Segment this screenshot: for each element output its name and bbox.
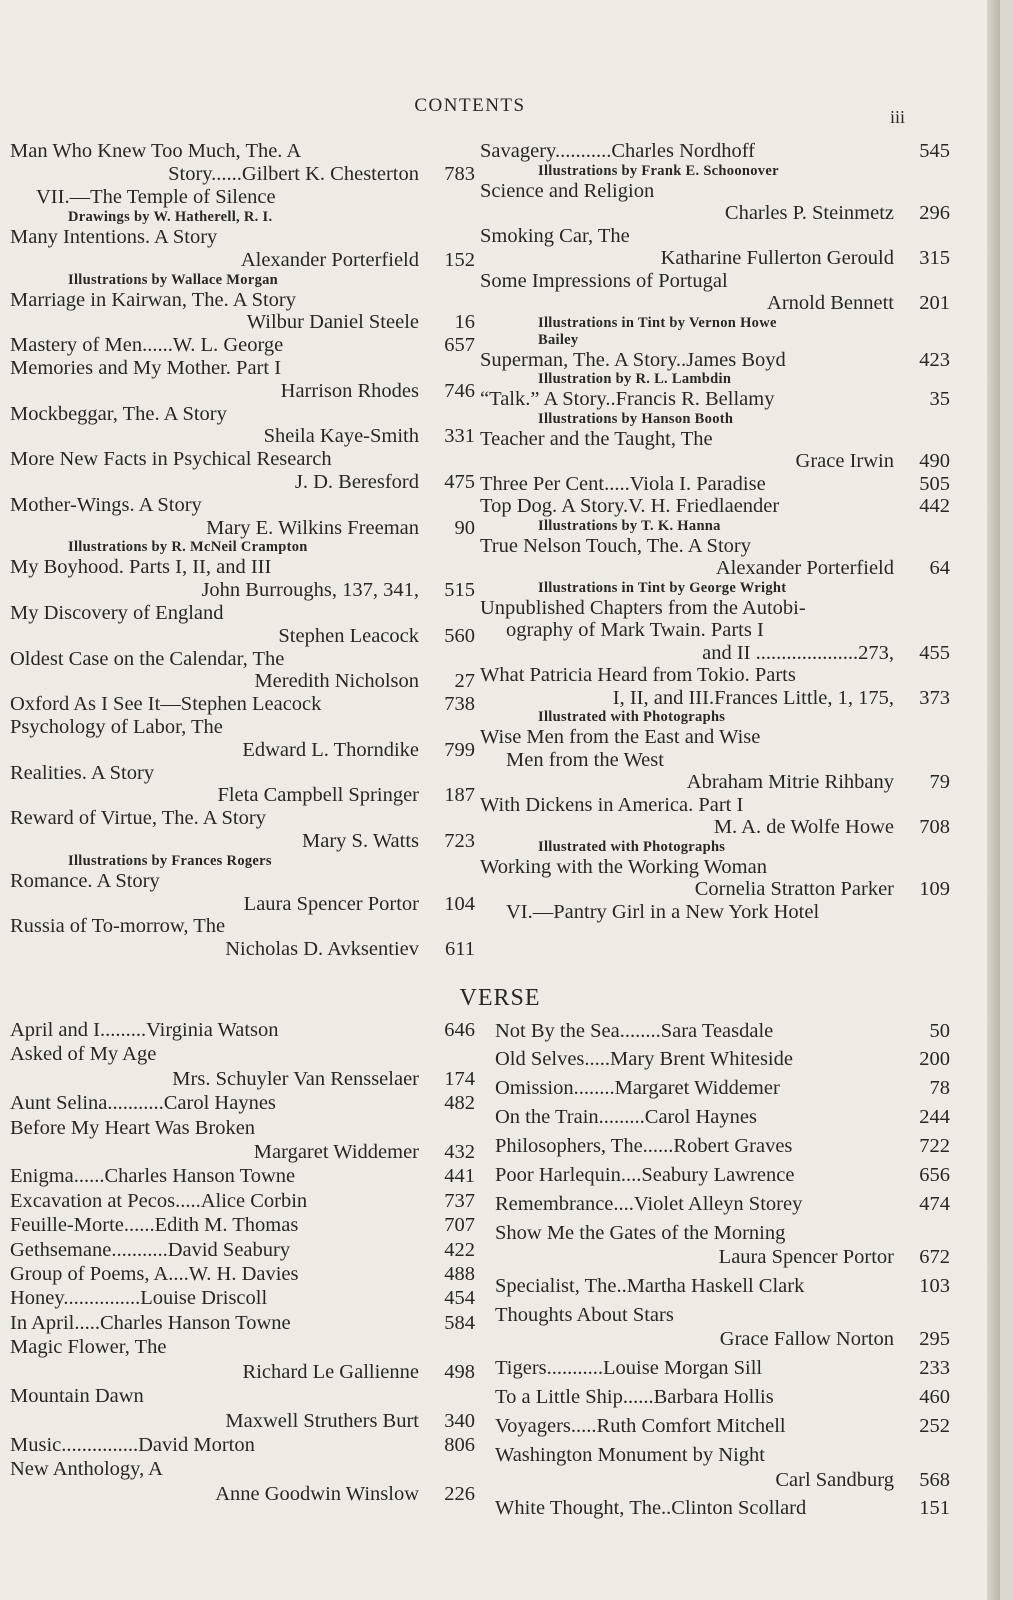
toc-entry	[10, 1311, 475, 1335]
entry-title: In April.....Charles Hanson Towne	[10, 1311, 291, 1334]
illustration-credit: Illustrations by Hanson Booth	[538, 410, 734, 427]
entry-page-number: 252	[919, 1415, 950, 1438]
illustration-credit: Illustrated with Photographs	[538, 838, 726, 855]
entry-page-number: 455	[919, 641, 950, 664]
toc-entry	[480, 428, 950, 473]
entry-line: Story......Gilbert K. Chesterton	[168, 162, 419, 185]
toc-entry	[10, 648, 475, 694]
toc-entry	[480, 664, 950, 709]
entry-title: White Thought, The..Clinton Scollard	[495, 1497, 807, 1520]
entry-page-number: 35	[929, 388, 950, 410]
entry-title: Mastery of Men......W. L. George	[10, 334, 284, 357]
entry-title: To a Little Ship......Barbara Hollis	[495, 1386, 774, 1409]
entry-line: Carl Sandburg	[775, 1468, 894, 1491]
entry-line: Mary E. Wilkins Freeman	[206, 516, 419, 539]
entry-line: Anne Goodwin Winslow	[215, 1482, 419, 1505]
entry-line: Abraham Mitrie Rihbany	[686, 771, 894, 793]
toc-entry	[480, 726, 950, 794]
toc-entry	[10, 1238, 475, 1262]
entry-title: Russia of To-morrow, The	[10, 915, 226, 938]
toc-entry	[10, 1384, 475, 1433]
illustration-credit: Illustration by R. L. Lambdin	[538, 371, 732, 387]
illustration-credit: Illustrated with Photographs	[538, 709, 726, 725]
entry-title: Feuille-Morte......Edith M. Thomas	[10, 1214, 299, 1237]
entry-page-number: 657	[444, 334, 475, 357]
entry-title: Gethsemane...........David Seabury	[10, 1238, 291, 1261]
entry-title: Reward of Virtue, The. A Story	[10, 807, 266, 830]
entry-page-number: 646	[444, 1019, 475, 1041]
entry-line: Stephen Leacock	[278, 624, 419, 647]
entry-line: M. A. de Wolfe Howe	[713, 816, 894, 838]
toc-entry	[495, 1019, 950, 1043]
entry-page-number: 442	[919, 495, 950, 517]
toc-entry	[480, 856, 950, 901]
toc-entry	[10, 1189, 475, 1213]
toc-entry	[10, 1018, 475, 1042]
entry-subtitle: VI.—Pantry Girl in a New York Hotel	[506, 900, 820, 923]
toc-entry	[10, 1164, 475, 1188]
entry-page-number: 244	[919, 1106, 950, 1129]
entry-line: Margaret Widdemer	[253, 1141, 419, 1164]
entry-title: Marriage in Kairwan, The. A Story	[10, 288, 296, 311]
entry-page-number: 78	[929, 1077, 950, 1100]
toc-entry	[480, 140, 950, 163]
entry-title: Many Intentions. A Story	[10, 226, 218, 249]
toc-entry	[10, 915, 475, 961]
entry-page-number: 482	[444, 1092, 475, 1115]
toc-entry	[10, 448, 475, 494]
toc-entry	[10, 556, 475, 602]
entry-line: Arnold Bennett	[767, 292, 894, 314]
toc-entry	[495, 1105, 950, 1129]
entry-line: Alexander Porterfield	[715, 557, 894, 579]
entry-title: Mockbeggar, The. A Story	[10, 402, 227, 425]
entry-title: Specialist, The..Martha Haskell Clark	[495, 1275, 805, 1298]
entry-line: Cornelia Stratton Parker	[694, 878, 894, 900]
entry-title: Psychology of Labor, The	[10, 716, 223, 739]
entry-title: Music...............David Morton	[10, 1433, 255, 1456]
entry-page-number: 545	[919, 140, 950, 162]
entry-page-number: 475	[444, 471, 475, 494]
entry-title: Unpublished Chapters from the Autobi-	[480, 596, 806, 619]
entry-title: Working with the Working Woman	[480, 855, 767, 878]
entry-title: Show Me the Gates of the Morning	[495, 1221, 786, 1244]
toc-entry	[10, 870, 475, 916]
toc-entry	[10, 602, 475, 648]
illustration-credit: Illustrations in Tint by Vernon Howe	[538, 314, 777, 331]
toc-entry	[480, 535, 950, 580]
toc-entry	[10, 357, 475, 403]
entry-title: Romance. A Story	[10, 869, 160, 892]
entry-line: Wilbur Daniel Steele	[246, 311, 419, 334]
toc-entry	[10, 1262, 475, 1286]
entry-page-number: 201	[919, 292, 950, 314]
entry-line: Maxwell Struthers Burt	[225, 1409, 419, 1432]
illustration-credit: Illustrations in Tint by George Wright	[538, 579, 787, 596]
toc-entry	[480, 349, 950, 372]
entry-page-number: 226	[444, 1482, 475, 1505]
toc-entry	[10, 226, 475, 272]
toc-entry	[480, 225, 950, 270]
toc-entry	[480, 180, 950, 225]
entry-title: Mother-Wings. A Story	[10, 493, 202, 516]
entry-page-number: 454	[444, 1287, 475, 1310]
entry-page-number: 799	[444, 738, 475, 761]
entry-title: My Boyhood. Parts I, II, and III	[10, 556, 272, 579]
entry-line: Fleta Campbell Springer	[217, 784, 419, 807]
entry-line: Mrs. Schuyler Van Rensselaer	[172, 1067, 419, 1090]
toc-entry	[480, 473, 950, 496]
entry-page-number: 722	[919, 1135, 950, 1158]
entry-line: Richard Le Gallienne	[242, 1360, 419, 1383]
entry-title: Omission........Margaret Widdemer	[495, 1077, 780, 1100]
entry-title: Mountain Dawn	[10, 1385, 144, 1408]
toc-entry	[10, 1286, 475, 1310]
entry-title: Not By the Sea........Sara Teasdale	[495, 1019, 774, 1042]
entry-title: Memories and My Mother. Part I	[10, 357, 282, 380]
toc-entry	[10, 140, 475, 186]
toc-entry	[495, 1047, 950, 1071]
illustration-credit: Illustrations by Frank E. Schoonover	[538, 162, 779, 179]
entry-line: ography of Mark Twain. Parts I	[506, 619, 764, 641]
entry-title: Oxford As I See It—Stephen Leacock	[10, 693, 322, 716]
entry-page-number: 441	[444, 1165, 475, 1188]
entry-title: Tigers...........Louise Morgan Sill	[495, 1357, 763, 1380]
entry-line: Laura Spencer Portor	[243, 892, 419, 915]
entry-page-number: 432	[444, 1141, 475, 1164]
entry-title: True Nelson Touch, The. A Story	[480, 534, 751, 557]
entry-title: Some Impressions of Portugal	[480, 269, 728, 292]
prose-column-left	[10, 140, 475, 961]
toc-entry	[495, 1274, 950, 1298]
toc-entry	[495, 1443, 950, 1492]
entry-page-number: 488	[444, 1263, 475, 1286]
illustration-credit: Illustrations by R. McNeil Crampton	[68, 539, 308, 556]
entry-title: More New Facts in Psychical Research	[10, 448, 332, 471]
entry-title: Old Selves.....Mary Brent Whiteside	[495, 1048, 793, 1071]
entry-page-number: 422	[444, 1238, 475, 1261]
entry-page-number: 296	[919, 202, 950, 224]
entry-title: Realities. A Story	[10, 761, 155, 784]
entry-page-number: 64	[929, 557, 950, 579]
entry-title: Remembrance....Violet Alleyn Storey	[495, 1192, 803, 1215]
entry-page-number: 611	[445, 938, 475, 961]
entry-line: Laura Spencer Portor	[718, 1246, 894, 1269]
entry-title: “Talk.” A Story..Francis R. Bellamy	[480, 388, 775, 410]
entry-title: My Discovery of England	[10, 602, 224, 625]
entry-line: Meredith Nicholson	[254, 670, 419, 693]
entry-page-number: 295	[919, 1328, 950, 1351]
entry-page-number: 200	[919, 1048, 950, 1071]
entry-line: Sheila Kaye-Smith	[263, 425, 419, 448]
entry-title: New Anthology, A	[10, 1458, 163, 1481]
entry-page-number: 474	[919, 1192, 950, 1215]
entry-page-number: 723	[444, 830, 475, 853]
entry-page-number: 806	[444, 1433, 475, 1456]
entry-line: J. D. Beresford	[294, 471, 419, 494]
entry-title: Man Who Knew Too Much, The. A	[10, 140, 302, 162]
entry-page-number: 174	[444, 1067, 475, 1090]
entry-page-number: 16	[454, 311, 475, 334]
toc-entry	[10, 334, 475, 357]
entry-title: Asked of My Age	[10, 1043, 157, 1066]
verse-heading: VERSE	[459, 985, 541, 1011]
entry-page-number: 373	[919, 686, 950, 709]
entry-line: Alexander Porterfield	[240, 248, 419, 271]
entry-title: Wise Men from the East and Wise	[480, 726, 761, 748]
entry-title: Superman, The. A Story..James Boyd	[480, 348, 786, 371]
entry-page-number: 151	[919, 1497, 950, 1520]
entry-page-number: 783	[444, 162, 475, 185]
toc-entry	[10, 693, 475, 716]
entry-title: Smoking Car, The	[480, 224, 630, 247]
entry-title: Thoughts About Stars	[495, 1304, 674, 1327]
entry-page-number: 738	[444, 693, 475, 716]
prose-column-right	[480, 140, 950, 924]
entry-page-number: 708	[919, 816, 950, 838]
toc-entry	[10, 716, 475, 762]
entry-title: Honey...............Louise Driscoll	[10, 1287, 268, 1310]
toc-entry	[495, 1303, 950, 1352]
entry-subtitle: VII.—The Temple of Silence	[36, 185, 276, 208]
toc-entry	[10, 807, 475, 853]
toc-entry	[495, 1356, 950, 1380]
toc-entry	[10, 1091, 475, 1115]
entry-title: Science and Religion	[480, 179, 655, 202]
entry-page-number: 707	[444, 1214, 475, 1237]
entry-title: With Dickens in America. Part I	[480, 793, 744, 816]
entry-title: Top Dog. A Story.V. H. Friedlaender	[480, 495, 780, 517]
entry-line: Men from the West	[506, 748, 664, 771]
entry-title: Before My Heart Was Broken	[10, 1116, 256, 1139]
entry-title: Oldest Case on the Calendar, The	[10, 647, 285, 670]
entry-title: On the Train.........Carol Haynes	[495, 1106, 757, 1129]
entry-page-number: 103	[919, 1275, 950, 1298]
entry-page-number: 490	[919, 450, 950, 472]
entry-page-number: 460	[919, 1386, 950, 1409]
entry-page-number: 672	[919, 1246, 950, 1269]
verse-column-right	[495, 1014, 950, 1521]
toc-entry	[495, 1414, 950, 1438]
illustration-credit: Drawings by W. Hatherell, R. I.	[68, 209, 273, 226]
entry-title: Washington Monument by Night	[495, 1444, 765, 1467]
entry-page-number: 568	[919, 1468, 950, 1491]
toc-entry	[10, 1213, 475, 1237]
entry-page-number: 331	[444, 425, 475, 448]
entry-title: Voyagers.....Ruth Comfort Mitchell	[495, 1415, 786, 1438]
page-title: CONTENTS	[414, 95, 526, 116]
entry-page-number: 109	[919, 878, 950, 900]
toc-entry	[495, 1385, 950, 1409]
toc-entry	[10, 1457, 475, 1506]
toc-entry	[10, 1433, 475, 1457]
entry-page-number: 90	[454, 516, 475, 539]
entry-page-number: 340	[444, 1409, 475, 1432]
entry-line: Edward L. Thorndike	[242, 738, 419, 761]
entry-page-number: 584	[444, 1311, 475, 1334]
toc-entry	[10, 1335, 475, 1384]
entry-page-number: 187	[444, 784, 475, 807]
entry-line: I, II, and III.Frances Little, 1, 175,	[612, 686, 894, 709]
entry-line: Grace Irwin	[795, 450, 894, 472]
toc-entry	[10, 494, 475, 540]
entry-page-number: 152	[444, 248, 475, 271]
toc-entry	[480, 388, 950, 411]
entry-page-number: 79	[929, 771, 950, 793]
illustration-credit: Illustrations by Frances Rogers	[68, 852, 272, 869]
entry-page-number: 746	[444, 379, 475, 402]
toc-entry	[480, 597, 950, 665]
toc-entry	[10, 289, 475, 335]
toc-entry	[480, 495, 950, 518]
entry-title: April and I.........Virginia Watson	[10, 1019, 279, 1041]
entry-page-number: 315	[919, 247, 950, 269]
entry-title: Three Per Cent.....Viola I. Paradise	[480, 472, 766, 495]
toc-entry	[10, 403, 475, 449]
entry-page-number: 737	[444, 1189, 475, 1212]
toc-entry	[495, 1221, 950, 1270]
entry-page-number: 27	[454, 670, 475, 693]
entry-line: Katharine Fullerton Gerould	[660, 247, 894, 269]
entry-title: Aunt Selina...........Carol Haynes	[10, 1092, 276, 1115]
page-edge-shadow	[987, 0, 1000, 1600]
toc-entry	[495, 1134, 950, 1158]
toc-entry	[480, 794, 950, 839]
entry-page-number: 104	[444, 892, 475, 915]
entry-page-number: 656	[919, 1164, 950, 1187]
illustration-credit: Illustrations by T. K. Hanna	[538, 517, 721, 534]
entry-line: Mary S. Watts	[302, 830, 419, 853]
entry-page-number: 50	[929, 1019, 950, 1042]
entry-title: Teacher and the Taught, The	[480, 427, 713, 450]
page-number: iii	[890, 107, 906, 127]
entry-title: Excavation at Pecos.....Alice Corbin	[10, 1189, 308, 1212]
entry-title: Poor Harlequin....Seabury Lawrence	[495, 1164, 795, 1187]
toc-entry	[10, 1042, 475, 1091]
toc-entry	[495, 1192, 950, 1216]
entry-page-number: 515	[444, 579, 475, 602]
entry-title: Group of Poems, A....W. H. Davies	[10, 1263, 299, 1286]
entry-line: and II ....................273,	[702, 641, 894, 664]
entry-page-number: 498	[444, 1360, 475, 1383]
entry-title: What Patricia Heard from Tokio. Parts	[480, 664, 796, 686]
toc-entry	[480, 270, 950, 315]
toc-entry	[495, 1076, 950, 1100]
entry-line: Harrison Rhodes	[280, 379, 419, 402]
illustration-credit: Bailey	[538, 331, 579, 348]
entry-line: Charles P. Steinmetz	[724, 202, 894, 224]
entry-title: Magic Flower, The	[10, 1336, 167, 1359]
entry-title: Philosophers, The......Robert Graves	[495, 1135, 793, 1158]
entry-page-number: 505	[919, 472, 950, 495]
entry-title: Savagery...........Charles Nordhoff	[480, 140, 755, 162]
verse-column-left	[10, 1018, 475, 1506]
toc-entry	[10, 762, 475, 808]
entry-title: Enigma......Charles Hanson Towne	[10, 1165, 296, 1188]
entry-page-number: 423	[919, 348, 950, 371]
entry-line: John Burroughs, 137, 341,	[201, 579, 419, 602]
toc-entry	[10, 1116, 475, 1165]
illustration-credit: Illustrations by Wallace Morgan	[68, 271, 279, 288]
entry-line: Nicholas D. Avksentiev	[225, 938, 419, 961]
toc-entry	[495, 1163, 950, 1187]
entry-page-number: 560	[444, 624, 475, 647]
toc-entry	[495, 1496, 950, 1520]
entry-line: Grace Fallow Norton	[719, 1328, 894, 1351]
entry-page-number: 233	[919, 1357, 950, 1380]
